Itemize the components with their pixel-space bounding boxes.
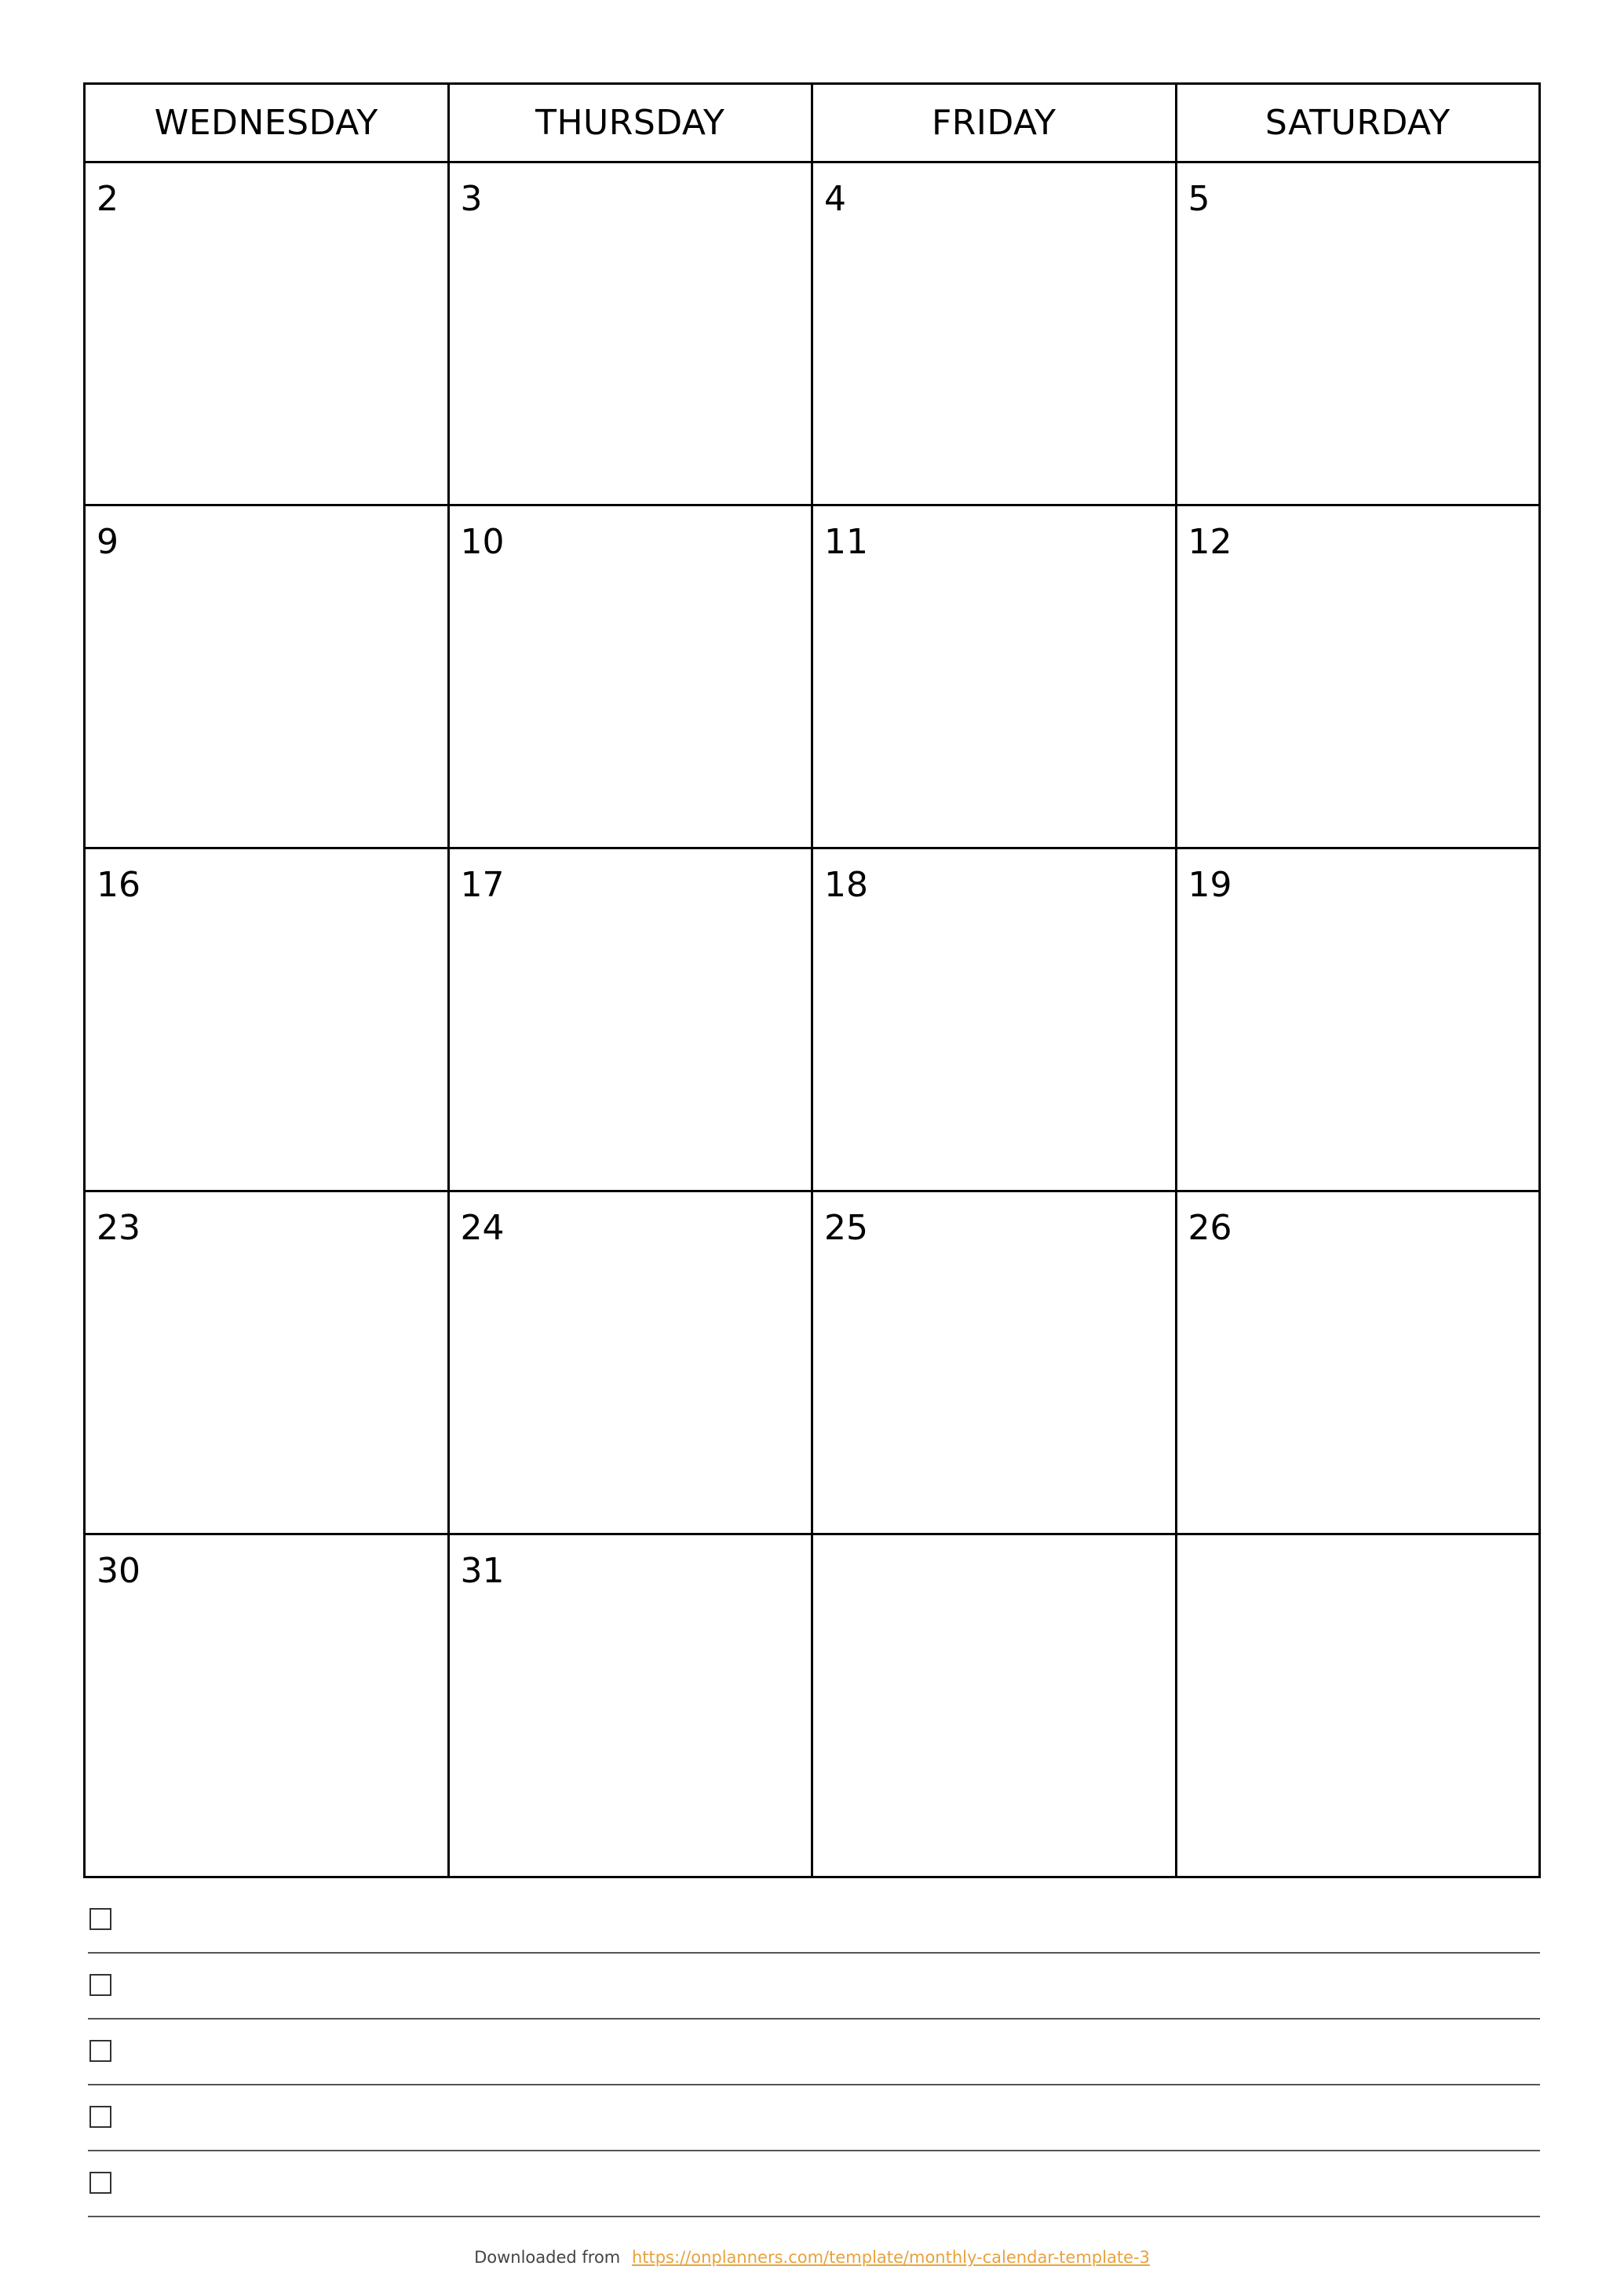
calendar-grid bbox=[83, 82, 1541, 1878]
day-cell[interactable]: 25 bbox=[812, 1191, 1177, 1534]
footer bbox=[0, 2248, 1624, 2267]
day-cell[interactable] bbox=[812, 1534, 1177, 1877]
day-cell[interactable] bbox=[1176, 1534, 1540, 1877]
day-cell[interactable]: 26 bbox=[1176, 1191, 1540, 1534]
day-cell[interactable]: 12 bbox=[1176, 505, 1540, 848]
checklist bbox=[88, 1888, 1540, 2217]
checklist-row[interactable] bbox=[88, 1954, 1540, 2020]
day-cell[interactable]: 3 bbox=[448, 162, 812, 505]
weekday-header-row bbox=[85, 84, 1540, 162]
checklist-row[interactable] bbox=[88, 2020, 1540, 2085]
checklist-row[interactable] bbox=[88, 1888, 1540, 1954]
checkbox-icon[interactable] bbox=[89, 2040, 111, 2062]
day-cell[interactable]: 11 bbox=[812, 505, 1177, 848]
day-cell[interactable]: 23 bbox=[85, 1191, 449, 1534]
checklist-row[interactable] bbox=[88, 2151, 1540, 2217]
checkbox-icon[interactable] bbox=[89, 1908, 111, 1930]
day-cell[interactable]: 31 bbox=[448, 1534, 812, 1877]
day-cell[interactable]: 9 bbox=[85, 505, 449, 848]
weekday-header: SATURDAY bbox=[1176, 84, 1540, 162]
week-row bbox=[85, 848, 1540, 1191]
footer-link[interactable]: https://onplanners.com/template/monthly-calendar-template-3 bbox=[631, 2248, 1150, 2267]
weekday-header: FRIDAY bbox=[812, 84, 1177, 162]
day-cell[interactable]: 30 bbox=[85, 1534, 449, 1877]
day-cell[interactable]: 19 bbox=[1176, 848, 1540, 1191]
checklist-row[interactable] bbox=[88, 2085, 1540, 2151]
week-row bbox=[85, 1191, 1540, 1534]
day-cell[interactable]: 16 bbox=[85, 848, 449, 1191]
checkbox-icon[interactable] bbox=[89, 2172, 111, 2194]
day-cell[interactable]: 5 bbox=[1176, 162, 1540, 505]
day-cell[interactable]: 17 bbox=[448, 848, 812, 1191]
footer-prefix: Downloaded from bbox=[474, 2248, 621, 2267]
day-cell[interactable]: 2 bbox=[85, 162, 449, 505]
day-cell[interactable]: 10 bbox=[448, 505, 812, 848]
checkbox-icon[interactable] bbox=[89, 2106, 111, 2128]
weekday-header: WEDNESDAY bbox=[85, 84, 449, 162]
week-row bbox=[85, 505, 1540, 848]
weekday-header: THURSDAY bbox=[448, 84, 812, 162]
week-row bbox=[85, 1534, 1540, 1877]
day-cell[interactable]: 18 bbox=[812, 848, 1177, 1191]
week-row bbox=[85, 162, 1540, 505]
day-cell[interactable]: 4 bbox=[812, 162, 1177, 505]
checkbox-icon[interactable] bbox=[89, 1974, 111, 1996]
day-cell[interactable]: 24 bbox=[448, 1191, 812, 1534]
